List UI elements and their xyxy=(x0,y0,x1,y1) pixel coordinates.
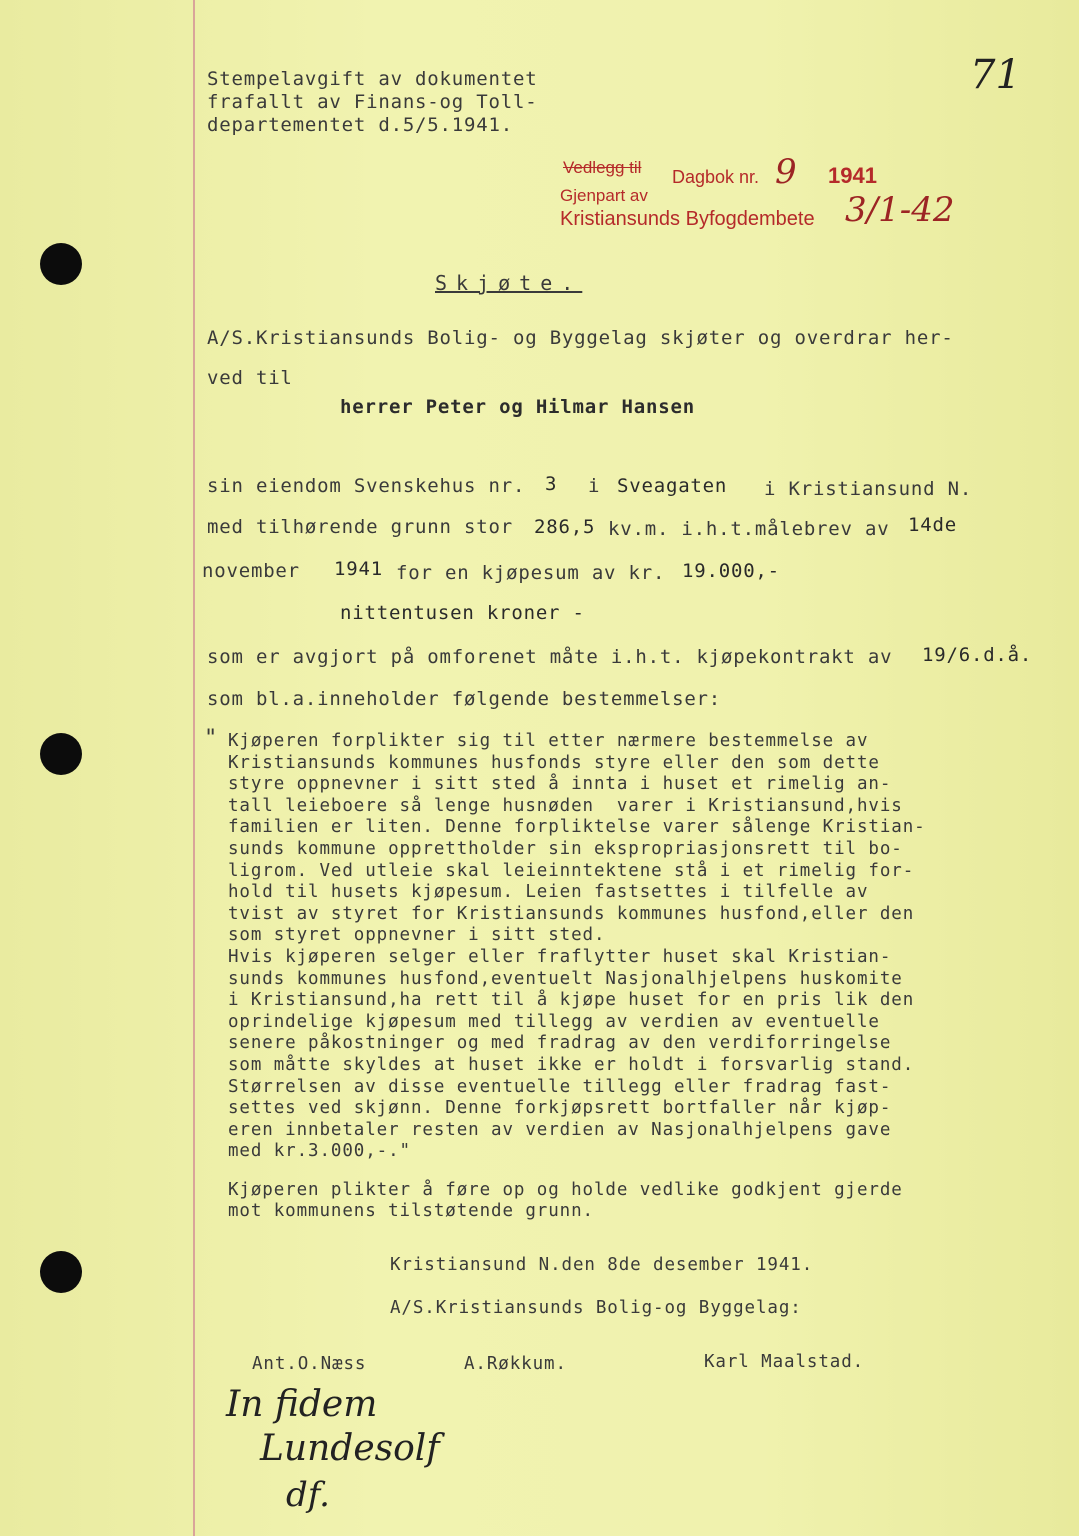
agreement-prefix: som er avgjort på omforenet måte i.h.t. kjøpekontrakt av xyxy=(207,646,893,668)
provisions-quote xyxy=(228,731,1018,1163)
fee-note-line: frafallt av Finans-og Toll- xyxy=(207,91,538,113)
handwritten-attestation: In fidem xyxy=(226,1384,378,1425)
plot-prefix: med tilhørende grunn stor xyxy=(207,516,513,538)
quote-line: tvist av styret for Kristiansunds kommunes husfond,eller den xyxy=(228,903,915,924)
agreement-date: 19/6.d.å. xyxy=(922,644,1033,666)
fee-note-line: Stempelavgift av dokumentet xyxy=(207,68,538,90)
quote-line: styre oppnevner i sitt sted å innta i huset et rimelig an- xyxy=(228,774,892,795)
quote-line: som måtte skyldes at huset ikke er holdt i forsvarlig stand. xyxy=(228,1054,915,1075)
fence-clause-line: mot kommunens tilstøtende grunn. xyxy=(228,1201,594,1221)
signatory-name: A.Røkkum. xyxy=(464,1354,567,1374)
quote-line: som styret oppnevner i sitt sted. xyxy=(228,925,606,946)
handwritten-attestation: Lundesolf xyxy=(260,1428,440,1469)
price-amount: 19.000,- xyxy=(682,560,780,582)
quote-line: senere påkostninger og med fradrag av den verdiforringelse xyxy=(228,1033,892,1054)
property-suffix: i Kristiansund N. xyxy=(764,478,973,500)
place-and-date: Kristiansund N.den 8de desember 1941. xyxy=(390,1255,814,1275)
price-month: november xyxy=(202,560,300,582)
stamp-year: 1941 xyxy=(828,163,877,188)
punch-hole xyxy=(40,1251,82,1293)
quote-open-mark: " xyxy=(204,726,218,751)
quote-line: familien er liten. Denne forpliktelse varer sålenge Kristian- xyxy=(228,817,926,838)
price-year: 1941 xyxy=(334,558,383,580)
stamp-copy-label: Gjenpart av xyxy=(560,186,648,205)
plot-day: 14de xyxy=(908,514,957,536)
fence-clause-line: Kjøperen plikter å føre op og holde vedlike godkjent gjerde xyxy=(228,1180,903,1200)
stamp-dagbok-number: 9 xyxy=(775,152,797,192)
stamp-date: 3/1-42 xyxy=(845,190,955,230)
buyers: herrer Peter og Hilmar Hansen xyxy=(340,396,695,418)
quote-line: oprindelige kjøpesum med tillegg av verdien av eventuelle xyxy=(228,1011,880,1032)
quote-line: Kjøperen forplikter sig til etter nærmere bestemmelse av xyxy=(228,731,869,751)
red-margin-line xyxy=(193,0,195,1536)
fee-note-line: departementet d.5/5.1941. xyxy=(207,114,513,136)
property-prefix: sin eiendom Svenskehus nr. xyxy=(207,475,526,497)
quote-line: med kr.3.000,-." xyxy=(228,1141,411,1162)
stamp-struck-text: Vedlegg til xyxy=(563,158,642,177)
property-mid: i xyxy=(588,475,601,497)
quote-line: Kristiansunds kommunes husfonds styre eller den som dette xyxy=(228,752,880,773)
property-house-no: 3 xyxy=(545,473,558,495)
quote-line: Størrelsen av disse eventuelle tillegg eller fradrag fast- xyxy=(228,1076,892,1097)
quote-line: sunds kommunes husfond,eventuelt Nasjonalhjelpens huskomite xyxy=(228,968,903,989)
punch-hole xyxy=(40,243,82,285)
document-title: Skjøte. xyxy=(435,271,583,295)
quote-line: i Kristiansund,ha rett til å kjøpe huset for en pris lik den xyxy=(228,990,915,1011)
quote-line: ligrom. Ved utleie skal leieinntektene stå i et rimelig for- xyxy=(228,860,915,881)
provisions-intro: som bl.a.inneholder følgende bestemmelser: xyxy=(207,688,722,710)
quote-line: tall leieboere så lenge husnøden varer i Kristiansund,hvis xyxy=(228,795,903,816)
stamp-office: Kristiansunds Byfogdembete xyxy=(560,208,815,230)
signatory-name: Karl Maalstad. xyxy=(704,1352,865,1372)
quote-line: Hvis kjøperen selger eller fraflytter huset skal Kristian- xyxy=(228,946,892,967)
amount-in-words: nittentusen kroner - xyxy=(340,602,585,624)
stamp-dagbok-label: Dagbok nr. xyxy=(672,167,760,187)
quote-line: sunds kommune opprettholder sin ekspropriasjonsrett til bo- xyxy=(228,838,903,859)
company-name: A/S.Kristiansunds Bolig-og Byggelag: xyxy=(390,1298,802,1318)
intro-line: A/S.Kristiansunds Bolig- og Byggelag skjøter og overdrar her- xyxy=(207,327,954,349)
signatory-name: Ant.O.Næss xyxy=(252,1354,367,1374)
handwritten-attestation: df. xyxy=(286,1475,330,1515)
page-number: 71 xyxy=(970,52,1021,98)
quote-line: settes ved skjønn. Denne forkjøpsrett bortfaller når kjøp- xyxy=(228,1098,892,1119)
punch-hole xyxy=(40,733,82,775)
quote-line: hold til husets kjøpesum. Leien fastsettes i tilfelle av xyxy=(228,882,869,903)
price-mid: for en kjøpesum av kr. xyxy=(396,562,666,584)
quote-line: eren innbetaler resten av verdien av Nasjonalhjelpens gave xyxy=(228,1119,892,1140)
property-street: Sveagaten xyxy=(617,475,728,497)
intro-line: ved til xyxy=(207,367,293,389)
plot-mid: kv.m. i.h.t.målebrev av xyxy=(608,518,890,540)
plot-area: 286,5 xyxy=(534,516,596,538)
